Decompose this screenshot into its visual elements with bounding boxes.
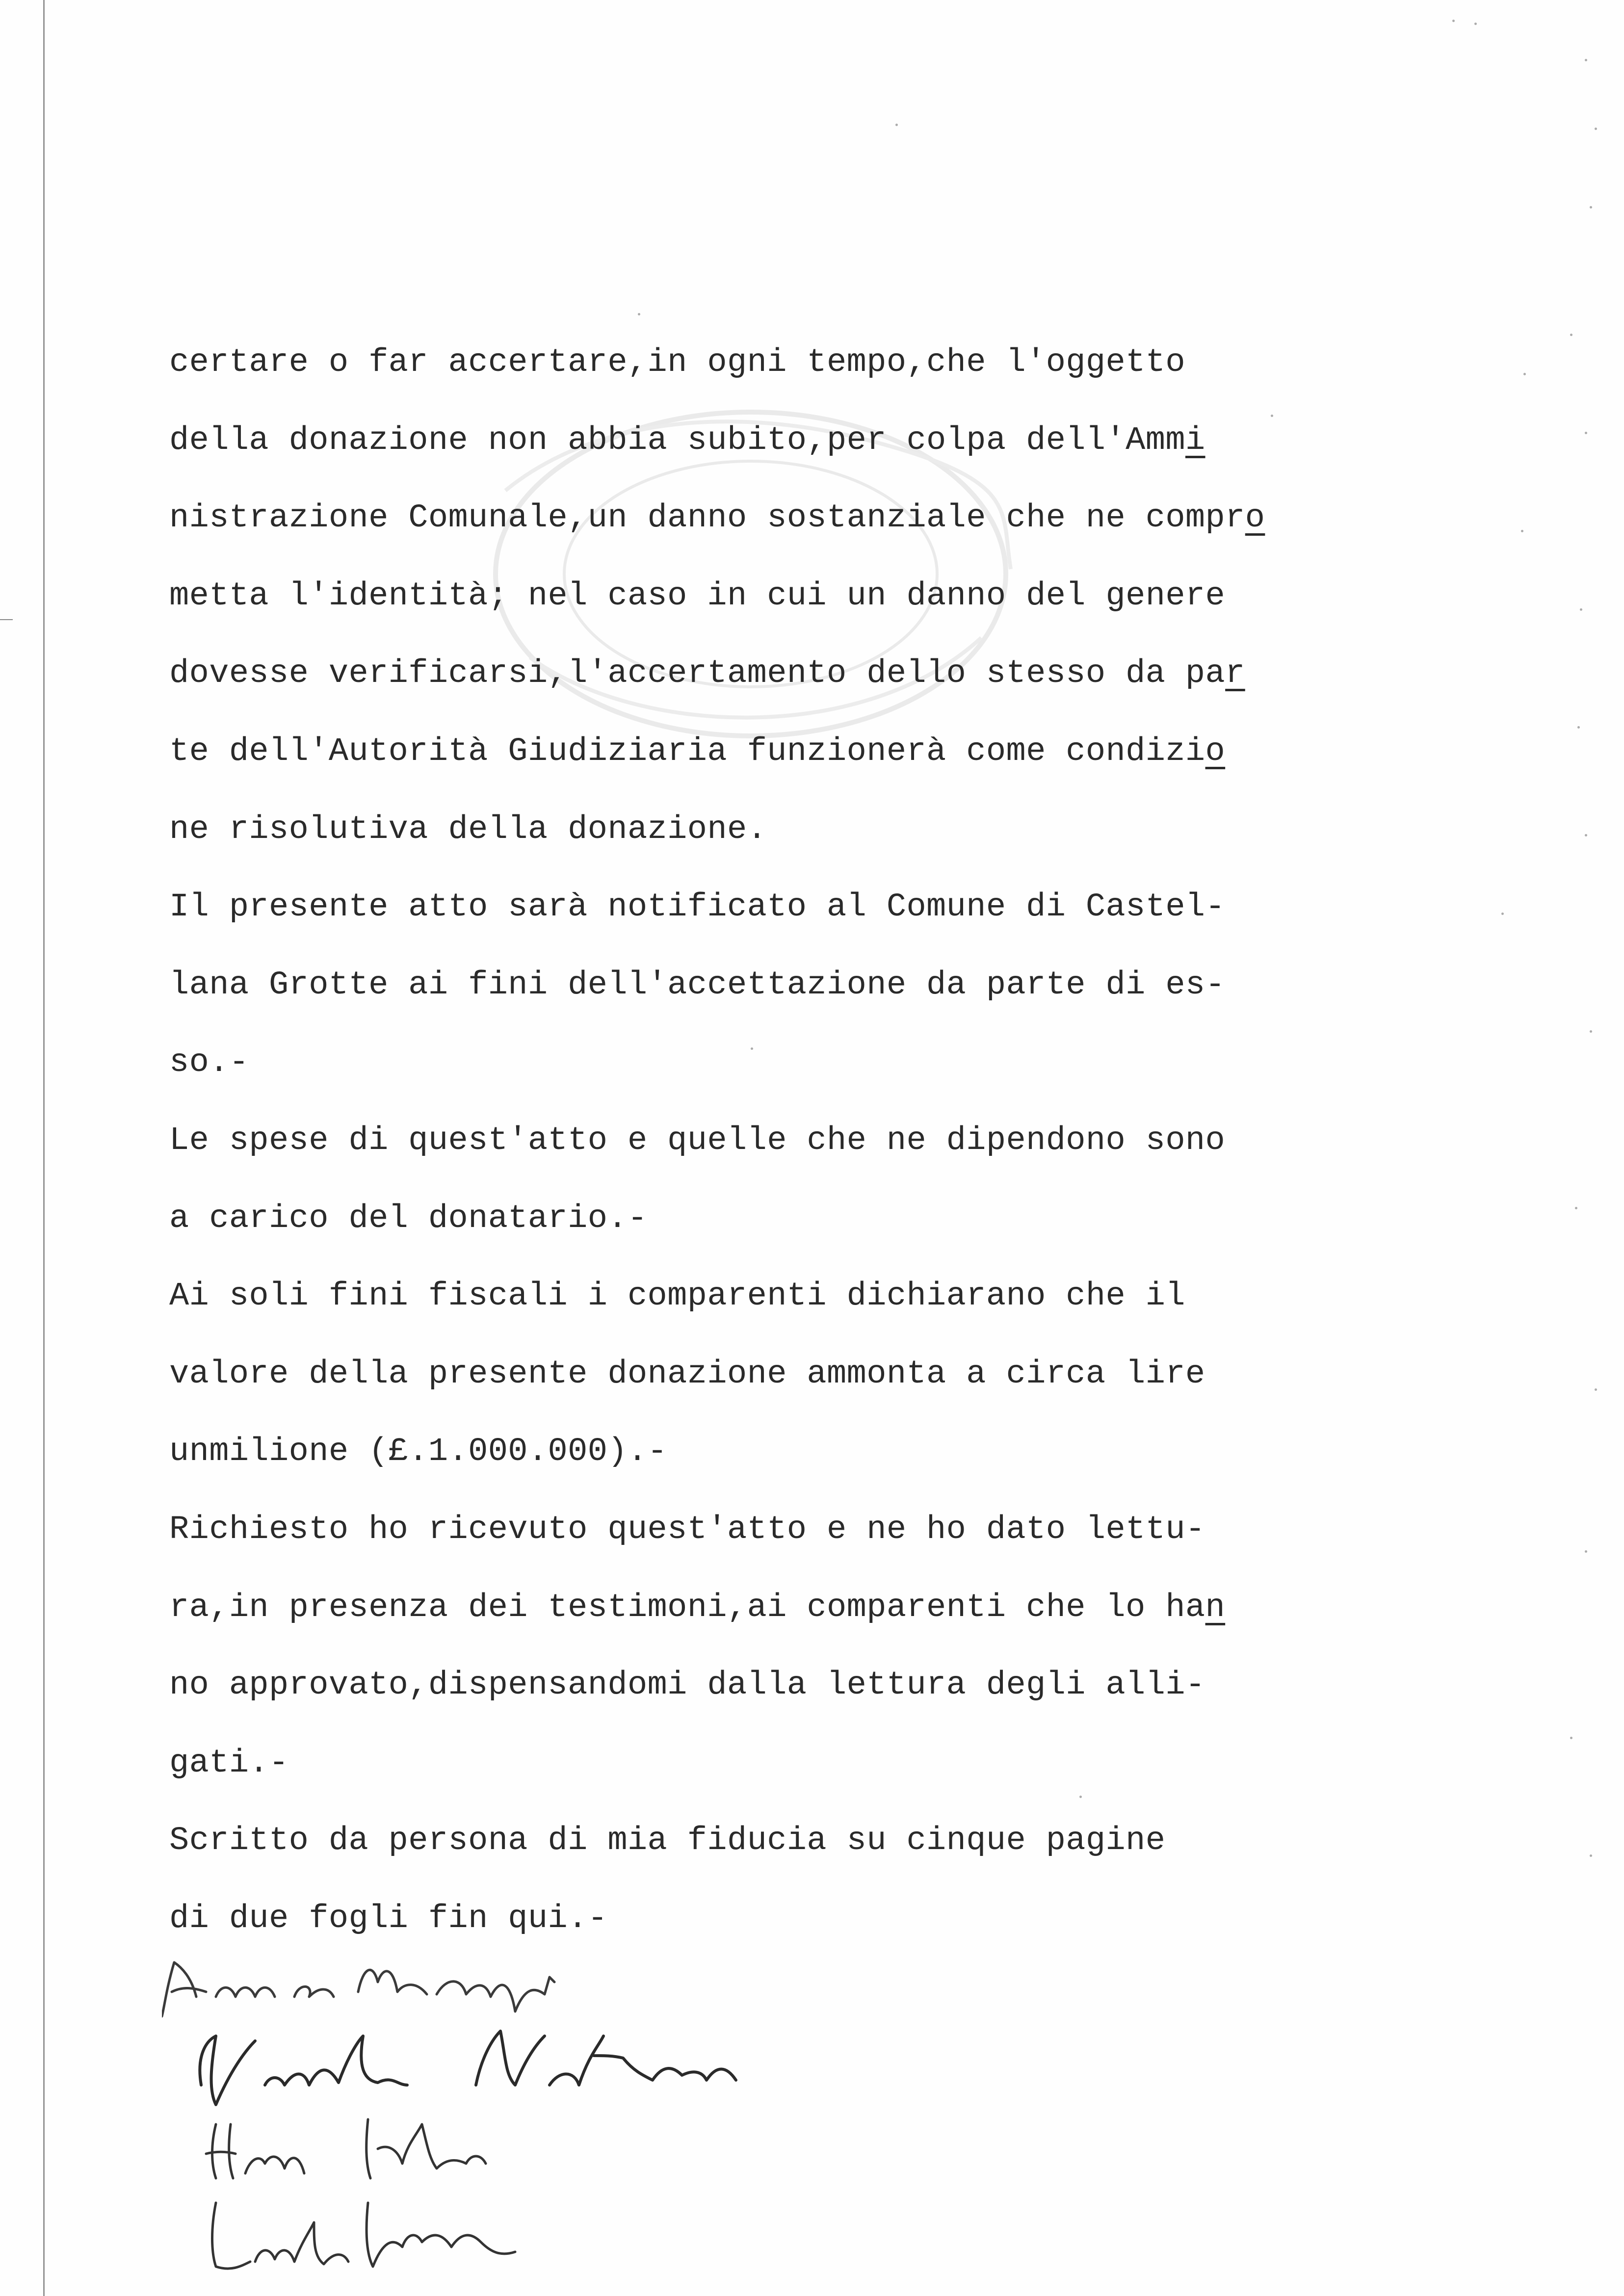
text-line <box>169 1569 1322 1647</box>
signature-lionello-viterbo <box>212 2203 516 2269</box>
hyphenation-underline: o <box>1205 732 1226 770</box>
text-line: Le spese di quest'atto e quelle che ne dipendono sono <box>169 1122 1226 1159</box>
text-line-body: nistrazione Comunale,un danno sostanziale che ne compr <box>169 499 1245 537</box>
text-line: unmilione (£.1.000.000).- <box>169 1433 668 1471</box>
binding-edge-line <box>43 0 45 2296</box>
text-line: ne risolutiva della donazione. <box>169 810 767 848</box>
text-line: di due fogli fin qui.- <box>169 1900 608 1937</box>
text-line-body: della donazione non abbia subito,per colpa dell'Amm <box>169 421 1185 459</box>
text-line-body: dovesse verificarsi,l'accertamento dello stesso da pa <box>169 655 1226 693</box>
text-line: Richiesto ho ricevuto quest'atto e ne ho dato lettu- <box>169 1511 1205 1548</box>
text-line: no approvato,dispensandomi dalla lettura degli alli- <box>169 1667 1205 1704</box>
text-line: metta l'identità; nel caso in cui un danno del genere <box>169 577 1226 615</box>
text-line-body: te dell'Autorità Giudiziaria funzionerà come condizi <box>169 732 1205 770</box>
text-line: valore della presente donazione ammonta a circa lire <box>169 1355 1205 1393</box>
hyphenation-underline: n <box>1205 1589 1226 1626</box>
text-line: a carico del donatario.- <box>169 1200 648 1237</box>
hyphenation-underline: i <box>1185 421 1205 459</box>
handwritten-signatures <box>162 1957 849 2291</box>
text-line: Scritto da persona di mia fiducia su cinque pagine <box>169 1822 1166 1860</box>
signature-anna-moringio <box>162 1962 554 2016</box>
text-line: Ai soli fini fiscali i comparenti dichiarano che il <box>169 1278 1185 1315</box>
text-line: lana Grotte ai fini dell'accettazione da parte di es- <box>169 966 1226 1004</box>
binding-edge-mark <box>0 619 13 620</box>
text-line <box>169 713 1322 791</box>
hyphenation-underline: o <box>1245 499 1265 537</box>
text-line <box>169 479 1322 557</box>
deed-text-body <box>169 324 1322 1957</box>
hyphenation-underline: r <box>1225 655 1245 693</box>
signature-helene-viterbo <box>206 2119 486 2178</box>
text-line: Il presente atto sarà notificato al Comune di Castel- <box>169 888 1226 926</box>
text-line: gati.- <box>169 1744 289 1782</box>
text-line: certare o far accertare,in ogni tempo,che l'oggetto <box>169 344 1185 381</box>
text-line <box>169 635 1322 713</box>
text-line <box>169 402 1322 480</box>
text-line-body: ra,in presenza dei testimoni,ai comparenti che lo ha <box>169 1589 1205 1626</box>
text-line: so.- <box>169 1044 249 1082</box>
signature-nicola-viterbo <box>200 2031 736 2105</box>
